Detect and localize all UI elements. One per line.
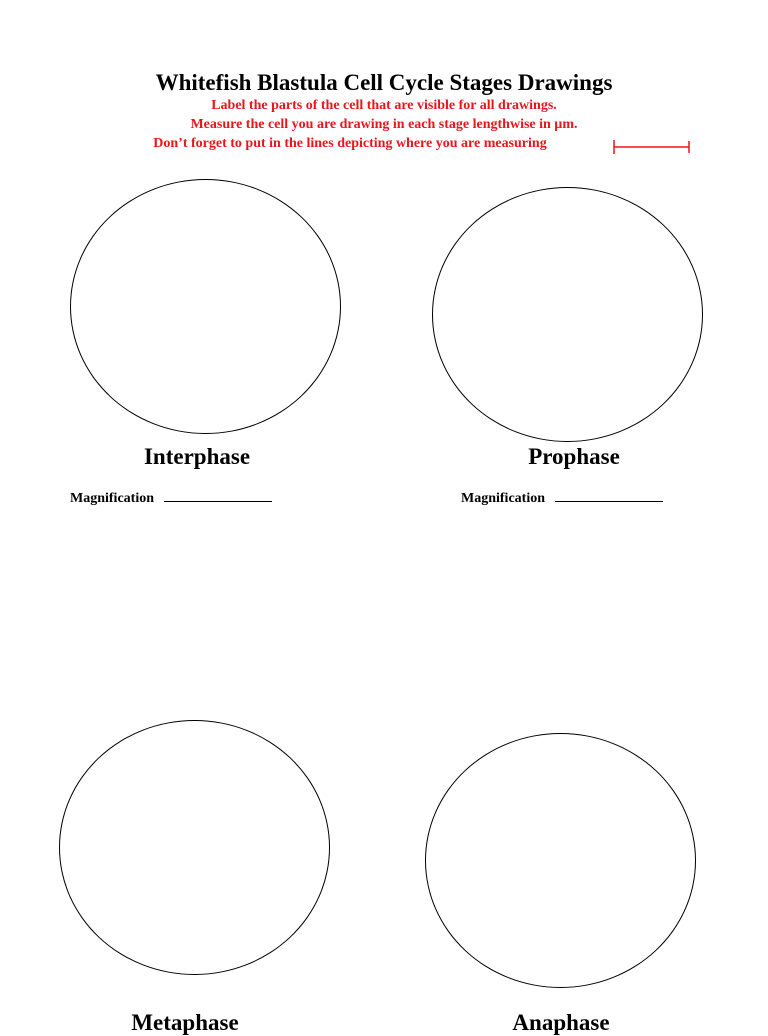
measurement-line-icon [612, 139, 692, 155]
anaphase-drawing-circle [425, 733, 696, 988]
magnification-blank-line [164, 489, 272, 502]
prophase-drawing-circle [432, 187, 703, 442]
metaphase-drawing-circle [59, 720, 330, 975]
magnification-label: Magnification [70, 491, 154, 506]
instruction-measure-lines: Don’t forget to put in the lines depicting where you are measuring [153, 136, 547, 151]
magnification-blank-line [555, 489, 663, 502]
prophase-magnification-field [461, 489, 663, 507]
instruction-label-parts: Label the parts of the cell that are visible for all drawings. [211, 98, 557, 113]
interphase-drawing-circle [70, 179, 341, 434]
anaphase-label: Anaphase [512, 1010, 610, 1035]
metaphase-label: Metaphase [131, 1010, 239, 1035]
page-title: Whitefish Blastula Cell Cycle Stages Drawings [155, 70, 613, 95]
instruction-measure-cell: Measure the cell you are drawing in each stage lengthwise in µm. [190, 117, 578, 132]
prophase-label: Prophase [528, 444, 620, 469]
interphase-magnification-field [70, 489, 272, 507]
interphase-label: Interphase [143, 444, 251, 469]
magnification-label: Magnification [461, 491, 545, 506]
